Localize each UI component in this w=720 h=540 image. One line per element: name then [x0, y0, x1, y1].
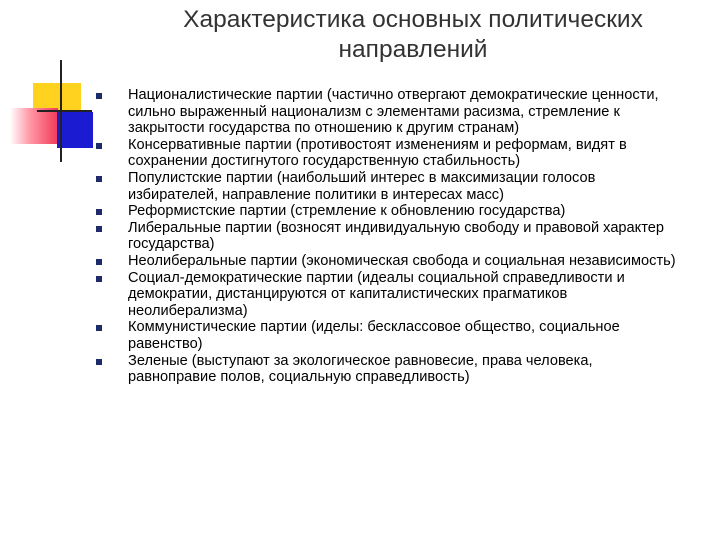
list-item-text: Зеленые (выступают за экологическое равновесие, права человека, равноправие полов, социальную справедливость) [128, 352, 593, 386]
square-bullet-icon [96, 209, 102, 215]
list-item [96, 203, 680, 220]
horizontal-line-decoration [37, 110, 92, 112]
list-item [96, 353, 680, 386]
square-bullet-icon [96, 325, 102, 331]
list-item [96, 253, 680, 270]
square-bullet-icon [96, 176, 102, 182]
list-item-text: Националистические партии (частично отвергают демократические ценности, сильно выраженный национализм с элементами расизма, стремление к закрытости государства по отношению к другим странам) [128, 87, 659, 137]
square-bullet-icon [96, 276, 102, 282]
list-item-text: Либеральные партии (возносят индивидуальную свободу и правовой характер государства) [128, 219, 664, 253]
list-item-text: Консервативные партии (противостоят изменениям и реформам, видят в сохранении достигнутого государственную стабильность) [128, 136, 627, 170]
square-bullet-icon [96, 259, 102, 265]
list-item-text: Коммунистические партии (иделы: бесклассовое общество, социальное равенство) [128, 319, 620, 352]
red-gradient-decoration [10, 108, 58, 144]
square-bullet-icon [96, 226, 102, 232]
list-item [96, 319, 680, 352]
list-item [96, 87, 680, 137]
square-bullet-icon [96, 143, 102, 149]
slide-title: Характеристика основных политических направлений [183, 6, 643, 63]
square-bullet-icon [96, 93, 102, 99]
bullet-list [96, 87, 680, 386]
blue-square-decoration [57, 112, 93, 148]
list-item [96, 270, 680, 320]
list-item-text: Популистские партии (наибольший интерес в максимизации голосов избирателей, направление политики в интересах масс) [128, 169, 596, 203]
list-item [96, 220, 680, 253]
list-item-text: Социал-демократические партии (идеалы социальной справедливости и демократии, дистанцируются от капиталистических прагматиков неолиберализма) [128, 269, 625, 319]
list-item [96, 170, 680, 203]
list-item-text: Реформистские партии (стремление к обновлению государства) [128, 203, 566, 220]
list-item [96, 137, 680, 170]
list-item-text: Неолиберальные партии (экономическая свобода и социальная независимость) [128, 252, 676, 269]
square-bullet-icon [96, 359, 102, 365]
